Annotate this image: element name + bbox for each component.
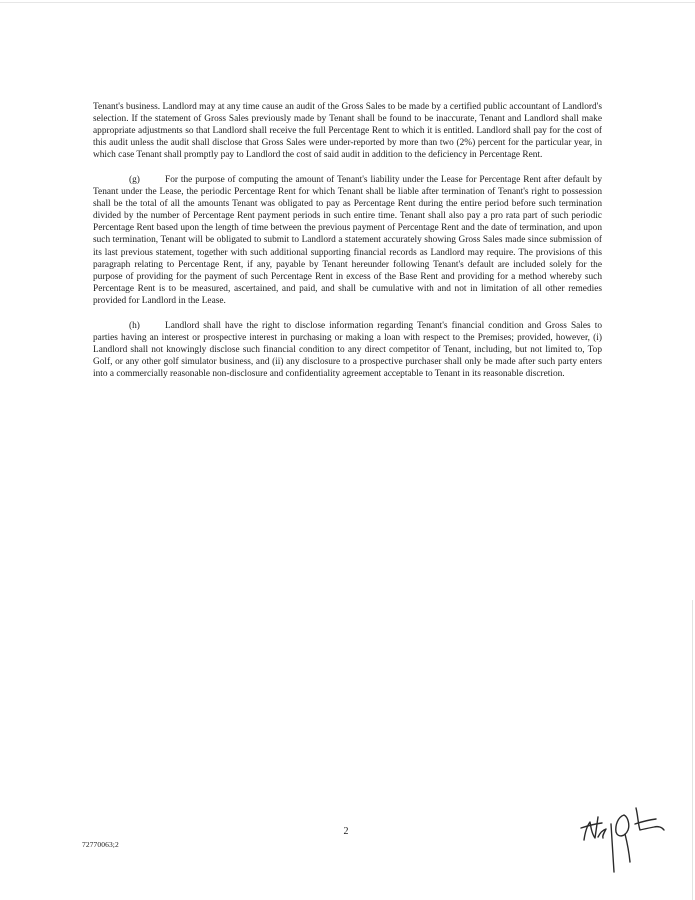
paragraph-text: Tenant's business. Landlord may at any time cause an audit of the Gross Sales to be made by a certified public accountant of Landlord's selection. If the statement of Gross Sales previously made by Tenant shall be found to be inaccurate, Tenant and Landlord shall make appropriate adjustments so that Landlord shall receive the full Percentage Rent to which it is entitled. Landlord shall pay for the cost of this audit unless the audit shall disclose that Gross Sales were under-reported by more than two (2%) percent for the particular year, in which case Tenant shall promptly pay to Landlord the cost of said audit in addition to the deficiency in Percentage Rent. bbox=[93, 102, 602, 161]
handwritten-initials bbox=[578, 800, 690, 875]
paragraph-marker: (h) bbox=[129, 320, 140, 331]
paragraph-continuation bbox=[93, 101, 602, 161]
page-number: 2 bbox=[343, 826, 349, 837]
paragraph-marker: (g) bbox=[129, 175, 140, 186]
document-id: 72770063;2 bbox=[82, 840, 119, 849]
paragraph-g bbox=[93, 174, 602, 307]
scan-edge-top bbox=[0, 2, 695, 3]
document-body bbox=[93, 101, 602, 393]
initials-signature-icon bbox=[578, 800, 690, 875]
paragraph-h bbox=[93, 320, 602, 380]
paragraph-text: For the purpose of computing the amount of Tenant's liability under the Lease for Percentage Rent after default by Tenant under the Lease, the periodic Percentage Rent for which Tenant shall be liable after termination of Tenant's right to possession shall be the total of all the amounts Tenant was obligated to pay as Percentage Rent during the entire period before such termination divided by the number of Percentage Rent payment periods in such entire time. Tenant shall also pay a pro rata part of such periodic Percentage Rent based upon the length of time between the previous payment of Percentage Rent and the date of termination, and upon such termination, Tenant will be obligated to submit to Landlord a statement accurately showing Gross Sales made since submission of its last previous statement, together with such additional supporting financial records as Landlord may require. The provisions of this paragraph relating to Percentage Rent, if any, payable by Tenant hereunder following Tenant's default are included solely for the purpose of providing for the payment of such Percentage Rent in excess of the Base Rent and providing for a method whereby such Percentage Rent is to be measured, ascertained, and paid, and shall be cumulative with and not in limitation of all other remedies provided for Landlord in the Lease. bbox=[93, 175, 602, 306]
paragraph-text: Landlord shall have the right to disclose information regarding Tenant's financial condition and Gross Sales to parties having an interest or prospective interest in purchasing or making a loan with respect to the Premises; provided, however, (i) Landlord shall not knowingly disclose such financial condition to any direct competitor of Tenant, including, but not limited to, Top Golf, or any other golf simulator business, and (ii) any disclosure to a prospective purchaser shall only be made after such party enters into a commercially reasonable non-disclosure and confidentiality agreement acceptable to Tenant in its reasonable discretion. bbox=[93, 320, 602, 379]
initials-strokes bbox=[581, 808, 664, 872]
scan-edge-right bbox=[692, 600, 693, 900]
